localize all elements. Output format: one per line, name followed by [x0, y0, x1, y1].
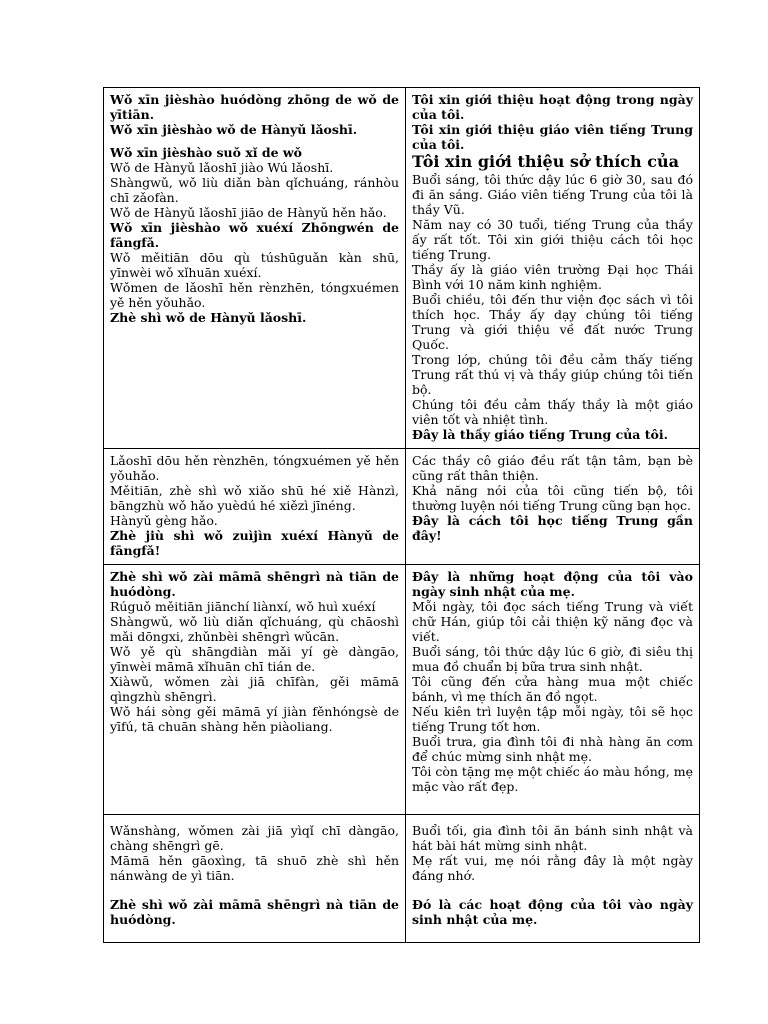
cell-line: Các thầy cô giáo đều rất tận tâm, bạn bè cũng rất thân thiện. — [412, 453, 693, 483]
cell-line: Měitiān, zhè shì wǒ xiǎo shū hé xiě Hànzì, bāngzhù wǒ hǎo yuèdú hé xiězì jīnéng. — [110, 483, 400, 513]
cell-line: Hànyǔ gèng hǎo. — [110, 513, 218, 528]
cell-line: Wǒ xīn jièshào wǒ xuéxí Zhōngwén de fāngfǎ. — [110, 220, 400, 250]
cell-line: Tôi xin giới thiệu giáo viên tiếng Trung của tôi. — [412, 122, 693, 152]
cell-line: Buổi sáng, tôi thức dậy lúc 6 giờ 30, sau đó đi ăn sáng. Giáo viên tiếng Trung của tôi là thầy Vũ. — [412, 172, 693, 217]
cell-line: Wǒ xīn jièshào huódòng zhōng de wǒ de yītiān. — [110, 92, 400, 122]
cell-line: Wǒ de Hànyǔ lǎoshī jiāo de Hànyǔ hěn hǎo. — [110, 205, 387, 220]
cell-line: Māmā hěn gāoxìng, tā shuō zhè shì hěn nánwàng de yì tiān. — [110, 853, 400, 883]
cell-line: Đây là những hoạt động của tôi vào ngày sinh nhật của mẹ. — [412, 569, 693, 599]
cell-pinyin-overlapped — [104, 88, 406, 449]
cell-line: Mẹ rất vui, mẹ nói rằng đây là một ngày đáng nhớ. — [412, 853, 693, 883]
cell-pinyin — [104, 449, 406, 565]
cell-line: Tôi xin giới thiệu hoạt động trong ngày của tôi. — [412, 92, 693, 122]
cell-vietnamese — [406, 449, 700, 565]
cell-line: Tôi xin giới thiệu sở thích của — [412, 152, 679, 171]
cell-line: Mỗi ngày, tôi đọc sách tiếng Trung và viết chữ Hán, giúp tôi cải thiện kỹ năng đọc và viết. — [412, 599, 693, 644]
cell-line: Zhè shì wǒ zài māmā shēngrì nà tiān de huódòng. — [110, 569, 400, 599]
bilingual-table — [103, 87, 700, 943]
cell-line: Tôi cũng đến cửa hàng mua một chiếc bánh, vì mẹ thích ăn đồ ngọt. — [412, 674, 693, 704]
cell-line: Trong lớp, chúng tôi đều cảm thấy tiếng Trung rất thú vị và thầy giúp chúng tôi tiến bộ. — [412, 352, 693, 397]
cell-line: Khả năng nói của tôi cũng tiến bộ, tôi thường luyện nói tiếng Trung cũng bạn học. — [412, 483, 693, 513]
cell-line: Năm nay có 30 tuổi, tiếng Trung của thầy ấy rất tốt. Tôi xin giới thiệu cách tôi học tiếng Trung. — [412, 217, 693, 262]
cell-line: Wǒ yě qù shāngdiàn mǎi yí gè dàngāo, yīnwèi māmā xǐhuān chī tián de. — [110, 644, 400, 674]
cell-line: Chúng tôi đều cảm thấy thầy là một giáo viên tốt và nhiệt tình. — [412, 397, 693, 427]
cell-pinyin — [104, 815, 406, 943]
cell-vietnamese-overlapped — [406, 88, 700, 449]
cell-line: Buổi sáng, tôi thức dậy lúc 6 giờ, đi siêu thị mua đồ chuẩn bị bữa trưa sinh nhật. — [412, 644, 693, 674]
table-row — [104, 565, 700, 815]
cell-line: Đây là cách tôi học tiếng Trung gần đây! — [412, 513, 693, 543]
cell-line: Zhè jiù shì wǒ zuìjìn xuéxí Hànyǔ de fāngfǎ! — [110, 528, 400, 558]
cell-line: Zhè shì wǒ zài māmā shēngrì nà tiān de huódòng. — [110, 897, 400, 927]
cell-line: Tôi còn tặng mẹ một chiếc áo màu hồng, mẹ mặc vào rất đẹp. — [412, 764, 693, 794]
cell-vietnamese — [406, 565, 700, 815]
cell-line: Wǒ xīn jièshào suǒ xǐ de wǒ — [110, 145, 303, 160]
cell-line: Buổi tối, gia đình tôi ăn bánh sinh nhật và hát bài hát mừng sinh nhật. — [412, 823, 693, 853]
table-row — [104, 449, 700, 565]
cell-line: Đó là các hoạt động của tôi vào ngày sinh nhật của mẹ. — [412, 897, 693, 927]
cell-line: Rúguǒ měitiān jiānchí liànxí, wǒ huì xuéxí — [110, 599, 376, 614]
cell-line: Buổi trưa, gia đình tôi đi nhà hàng ăn cơm để chúc mừng sinh nhật mẹ. — [412, 734, 693, 764]
table-row — [104, 815, 700, 943]
cell-vietnamese — [406, 815, 700, 943]
cell-line: Wǎnshàng, wǒmen zài jiā yìqǐ chī dàngāo, chàng shēngrì gē. — [110, 823, 400, 853]
cell-line: Shàngwǔ, wǒ liù diǎn qǐchuáng, qù chāoshì mǎi dōngxi, zhǔnbèi shēngrì wǔcān. — [110, 614, 400, 644]
cell-line: Wǒ xīn jièshào wǒ de Hànyǔ lǎoshī. — [110, 122, 358, 137]
cell-line: Xiàwǔ, wǒmen zài jiā chīfàn, gěi māmā qìngzhù shēngrì. — [110, 674, 400, 704]
cell-line: Shàngwǔ, wǒ liù diǎn bàn qǐchuáng, ránhòu chī zǎofàn. — [110, 175, 400, 205]
cell-line: Đây là thầy giáo tiếng Trung của tôi. — [412, 427, 668, 442]
cell-line: Wǒ de Hànyǔ lǎoshī jiào Wú lǎoshī. — [110, 160, 334, 175]
cell-line: Zhè shì wǒ de Hànyǔ lǎoshī. — [110, 310, 307, 325]
cell-line: Lǎoshī dōu hěn rènzhēn, tóngxuémen yě hěn yǒuhǎo. — [110, 453, 400, 483]
cell-line: Buổi chiều, tôi đến thư viện đọc sách vì tôi thích học. Thầy ấy dạy chúng tôi tiếng Trung và giới thiệu về đất nước Trung Quốc. — [412, 292, 693, 352]
cell-line: Wǒmen de lǎoshī hěn rènzhēn, tóngxuémen yě hěn yǒuhǎo. — [110, 280, 400, 310]
cell-line: Wǒ hái sòng gěi māmā yí jiàn fěnhóngsè de yīfú, tā chuān shàng hěn piàoliang. — [110, 704, 400, 734]
cell-line: Wǒ měitiān dōu qù túshūguǎn kàn shū, yīnwèi wǒ xǐhuān xuéxí. — [110, 250, 400, 280]
cell-line: Thầy ấy là giáo viên trường Đại học Thái Bình với 10 năm kinh nghiệm. — [412, 262, 693, 292]
cell-pinyin — [104, 565, 406, 815]
cell-line: Nếu kiên trì luyện tập mỗi ngày, tôi sẽ học tiếng Trung tốt hơn. — [412, 704, 693, 734]
table-row — [104, 88, 700, 449]
